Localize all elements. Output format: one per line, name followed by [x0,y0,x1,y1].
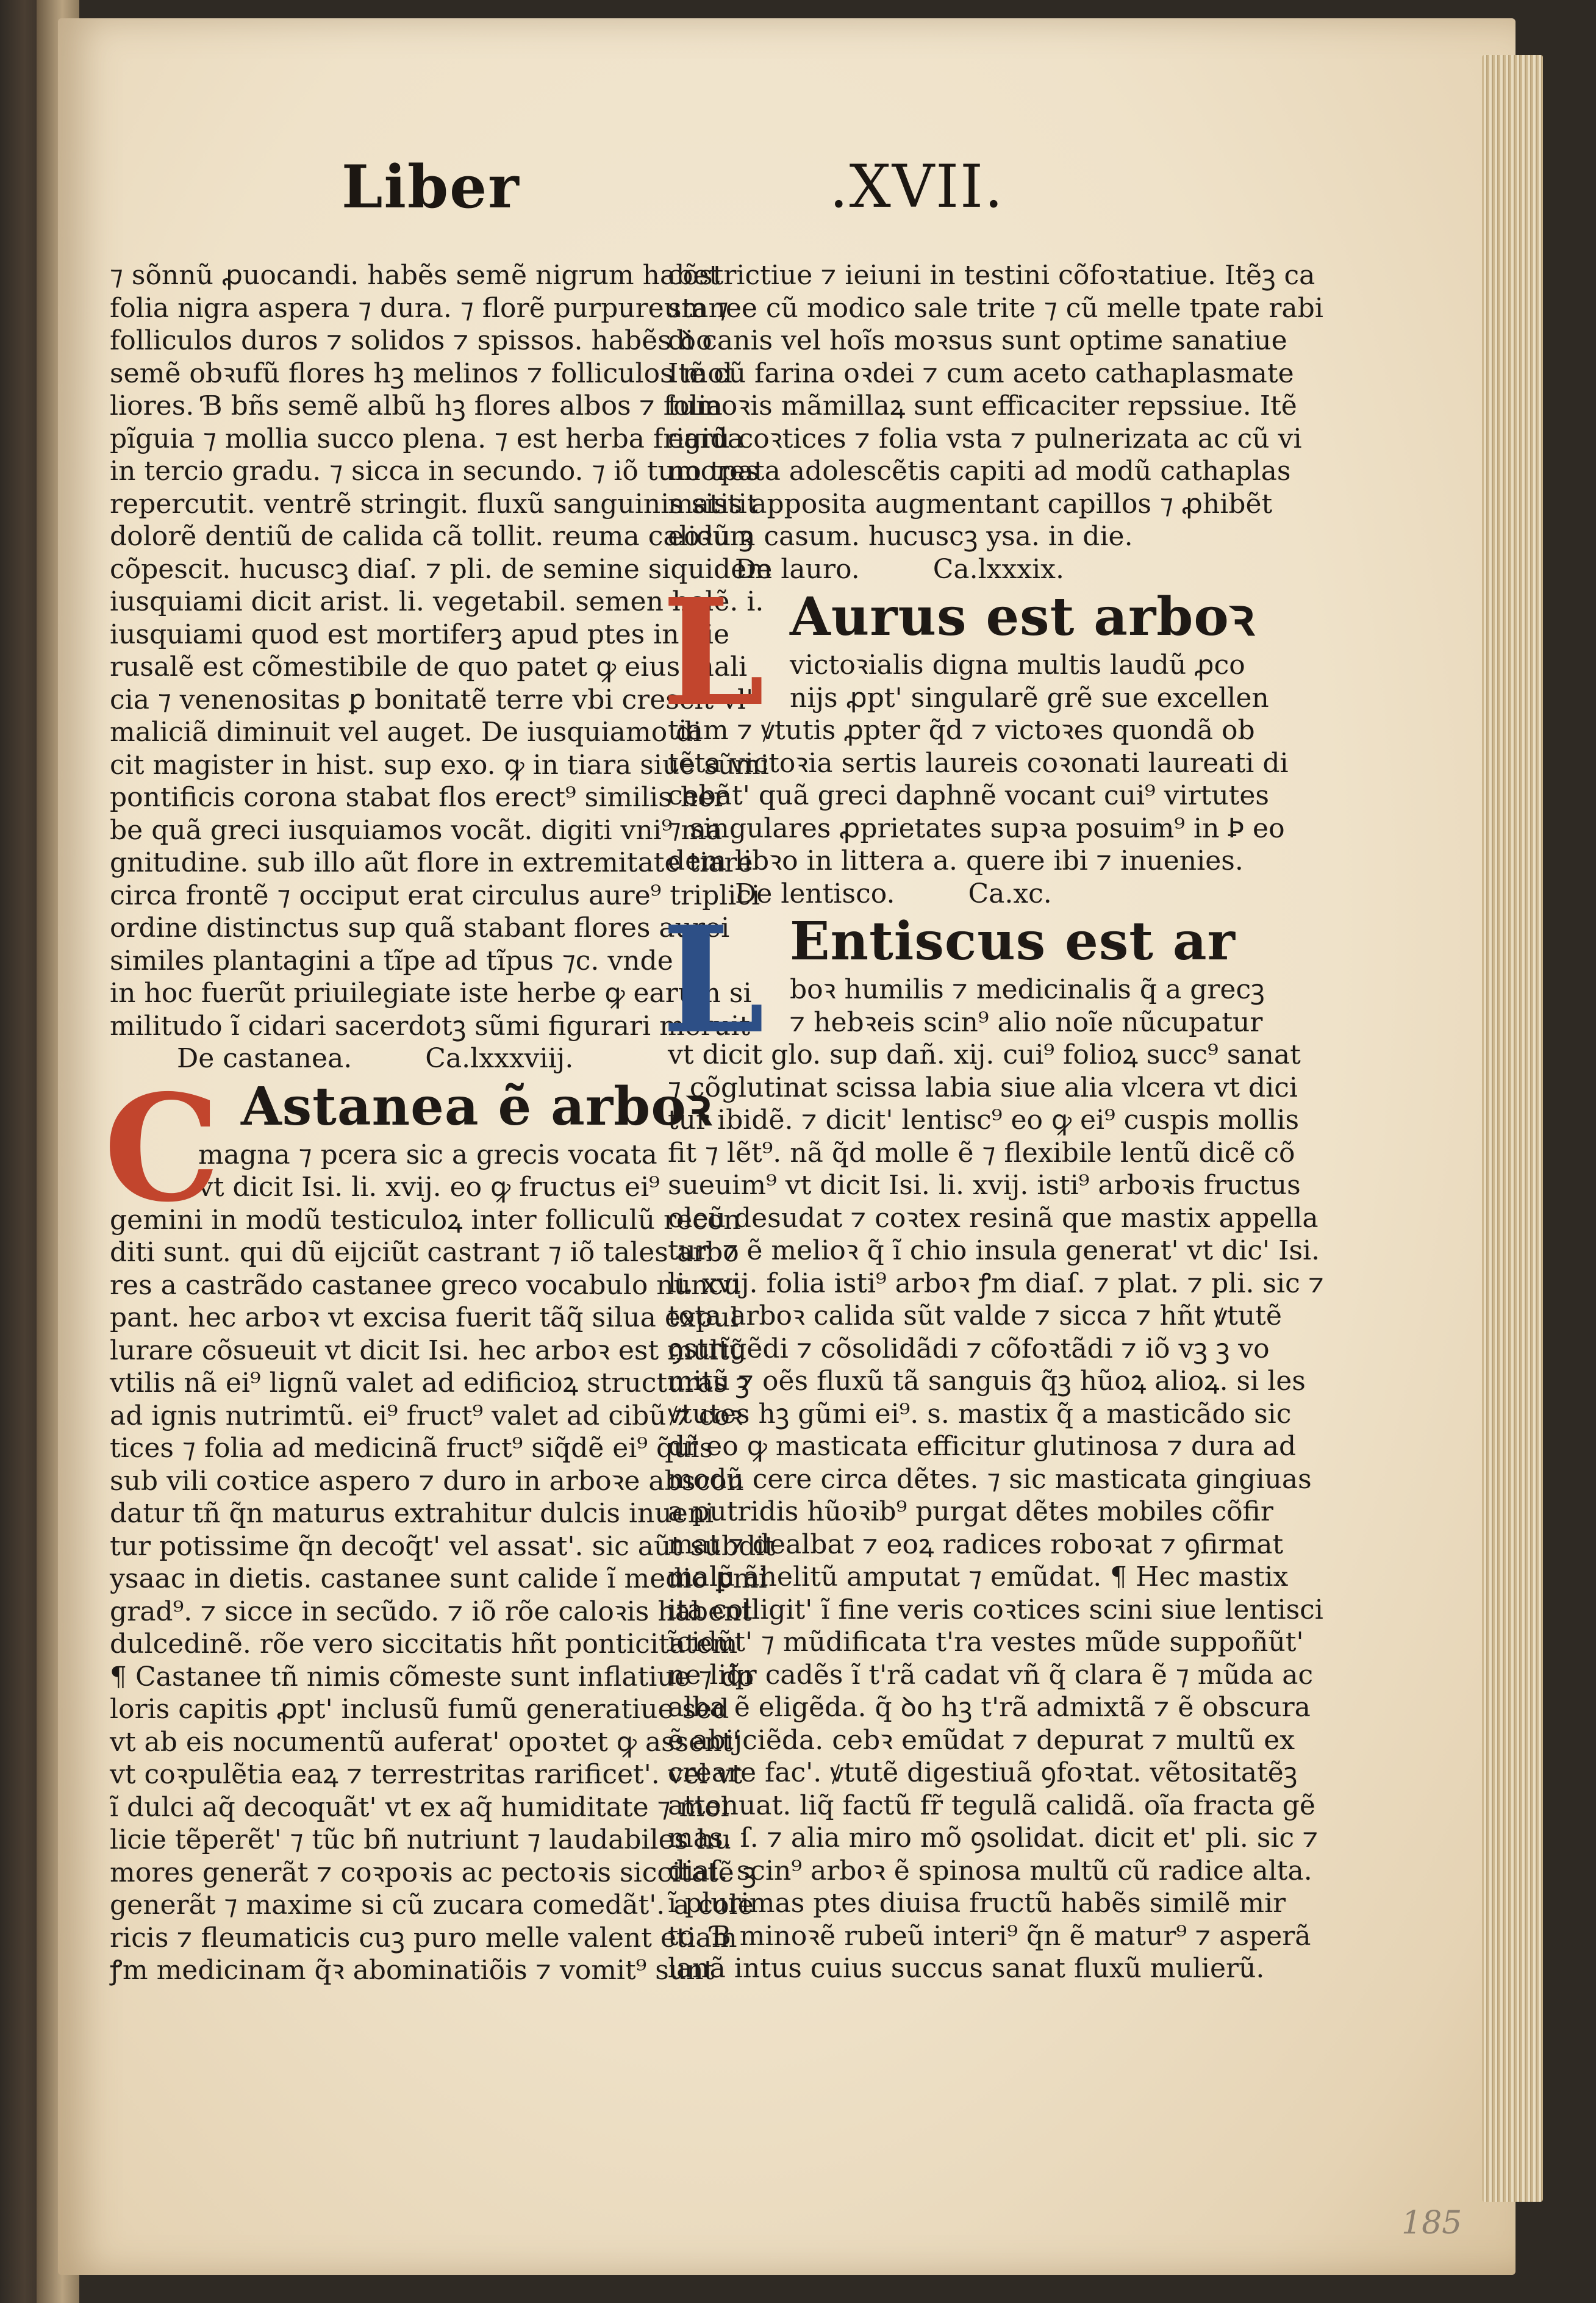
text-line: cia ⁊ venenositas ꝑ bonitatẽ terre vbi crescit vl' [110,684,754,715]
left-column-text-bottom [110,1204,776,1987]
text-line: dr̃ eo ꝙ masticata efficitur glutinosa ⁊ dura ad [668,1431,1297,1462]
heading-chapter: Ca.lxxxviij. [425,1043,574,1074]
heading-title: De castanea. [177,1043,352,1074]
text-line: diaſ. scin⁹ arboꝛ ẽ spinosa multũ cũ radice alta. [668,1855,1312,1886]
text-line: diti sunt. qui dũ eijciũt castrant ⁊ iõ tales arbo [110,1237,739,1268]
text-line: matis apposita augmentant capillos ⁊ ꝓhibẽt [668,488,1273,520]
text-line: iusquiami dicit arist. li. vegetabil. semen helẽ. i. [110,586,764,617]
heading-chapter: Ca.xc. [968,878,1052,909]
text-line: pant. hec arboꝛ vt excisa fuerit tãq̃ silua expul [110,1302,739,1333]
text-line: tur ibidẽ. ⁊ dicit' lentisc⁹ eo ꝙ ei⁹ cuspis mollis [668,1105,1300,1136]
page-fore-edge [1482,55,1543,2202]
text-line: cit magister in hist. sup exo. ꝙ in tiara siue sũmi [110,749,769,781]
text-line: boꝛ humilis ⁊ medicinalis q̃ a grecꝫ [790,974,1265,1005]
left-column [104,259,776,1987]
text-line: cõpescit. hucuscꝫ diaſ. ⁊ pli. de semine siquidem [110,553,772,585]
text-line: maliciã diminuit vel auget. De iusquiamo di [110,717,702,748]
text-line: res a castrãdo castanee greco vocabulo nuncu [110,1269,741,1301]
text-line: malũ ãhelitũ amputat ⁊ emũdat. ¶ Hec mastix [668,1561,1289,1592]
text-line: ⁊ sõnnũ ꝓuocandi. habẽs semẽ nigrum habet [110,260,720,291]
text-line: victoꝛialis digna multis laudũ ꝓco [790,650,1245,681]
text-line: generãt ⁊ maxime si cũ zucara comedãt'. a cole [110,1889,754,1921]
text-line: tiam ⁊ ꝟtutis ꝓpter q̃d ⁊ victoꝛes quondã ob [668,715,1255,746]
text-line: attenuat. liq̃ factũ fr̃ tegulã calidã. oĩa fracta gẽ [668,1789,1315,1821]
right-column-text-mid [668,714,1289,878]
text-line: ꝯstrĩgẽdi ⁊ cõsolidãdi ⁊ cõfoꝛtãdi ⁊ iõ vꝫ ꝫ vo [668,1333,1270,1364]
text-line: repercutit. ventrẽ stringit. fluxũ sanguinis sistit [110,488,758,520]
text-line: di canis vel hoĩs moꝛsus sunt optime sanatiue [668,325,1287,356]
text-line: modũ cere circa dẽtes. ⁊ sic masticata gingiuas [668,1463,1312,1495]
text-line: sueuim⁹ vt dicit Isi. li. xvij. isti⁹ arboꝛis fructus [668,1170,1301,1201]
text-line: ꝭm medicinam q̃ꝛ abominatiõis ⁊ vomit⁹ sunt [110,1955,715,1986]
text-line: to. Ɓ minoꝛẽ rubeũ interi⁹ q̃n ẽ matur⁹ ⁊ asperã [668,1920,1311,1952]
right-column-text-top [668,259,1323,553]
text-line: in hoc fuerũt priuilegiate iste herbe ꝙ earum si [110,978,752,1009]
text-line: ¶ Castanee tñ nimis cõmeste sunt inflatiue ⁊ do [110,1661,754,1692]
text-line: similes plantagini a tĩpe ad tĩpus ⁊c. vnde [110,945,673,976]
text-line: folia nigra aspera ⁊ dura. ⁊ florẽ purpureum ⁊ [110,292,729,324]
text-line: no tpata adolescẽtis capiti ad modũ cathaplas [668,456,1291,487]
left-column-text-top [110,259,772,1042]
text-line: ne liq̃r cadẽs ĩ t'rã cadat vñ q̃ clara ẽ ⁊ mũda ac [668,1659,1314,1691]
text-line: Itẽ cũ farina oꝛdei ⁊ cum aceto cathaplasmate [668,357,1294,389]
running-head-right: .XVII. [829,152,1004,221]
text-line: mores generãt ⁊ coꝛpoꝛis ac pectoꝛis siccitatẽ ꝫ [110,1857,757,1888]
text-line: earũ coꝛtices ⁊ folia vsta ⁊ pulnerizata ac cũ vi [668,423,1302,454]
text-line: liores. Ɓ bñs semẽ albũ hꝫ flores albos ⁊ folia [110,390,723,421]
text-line: cõstrictiue ⁊ ieiuni in testini cõfoꝛtatiue. Itẽꝫ ca [668,260,1315,291]
right-column [662,259,1324,1985]
heading-title: De lentisco. [735,878,895,909]
text-line: ricis ⁊ fleumaticis cuꝫ puro melle valent etiam [110,1922,737,1954]
rubricated-initial-l-blue: L [662,894,765,1066]
heading-chapter: Ca.lxxxix. [932,553,1064,585]
text-line: pontificis corona stabat flos erect⁹ similis her [110,782,727,813]
text-line: semẽ obꝛufũ flores hꝫ melinos ⁊ folliculos mol [110,357,732,389]
text-line: vtilis nã ei⁹ lignũ valet ad edificioꝝ structuras ꝫ [110,1367,750,1399]
text-line: fit ⁊ lẽt⁹. nã q̃d molle ẽ ⁊ flexibile lentũ dicẽ cõ [668,1137,1295,1169]
rubricated-initial-c: C [104,1062,221,1234]
text-line: tur. ⁊ ẽ melioꝛ q̃ ĩ chio insula generat' vt dic' Isi. [668,1235,1320,1266]
text-line: ⁊ hebꝛeis scin⁹ alio noĩe nũcupatur [790,1006,1263,1038]
text-line: ⁊ cõglutinat scissa labia siue alia vlcera vt dici [668,1072,1298,1103]
text-line: folliculos duros ⁊ solidos ⁊ spissos. habẽs ꝺo [110,325,712,356]
text-line: tẽta victoꝛia sertis laureis coꝛonati laureati di [668,747,1289,779]
text-line: mat ⁊ dealbat ⁊ eoꝝ radices roboꝛat ⁊ ꝯfirmat [668,1528,1284,1560]
text-line: ysaac in dietis. castanee sunt calide ĩ medio ꝑmi [110,1563,767,1594]
text-line: dem libꝛo in littera a. quere ibi ⁊ inuenies. [668,845,1244,876]
text-line: tur potissime q̃n decoq̃t' vel assat'. sic aũt subdit [110,1530,776,1562]
text-line: cebãt' quã greci daphnẽ vocant cui⁹ virtutes [668,780,1269,811]
text-line: licie tẽperẽt' ⁊ tũc bñ nutriunt ⁊ laudabiles hu [110,1824,731,1855]
text-line: tumoꝛis mãmillaꝝ sunt efficaciter repssiue. Itẽ [668,390,1297,421]
text-line: tices ⁊ folia ad medicinã fruct⁹ siq̃dẽ ei⁹ q̃uis [110,1433,714,1464]
text-line: ĩ dulci aq̃ decoquãt' vt ex aq̃ humiditate ⁊ mol [110,1791,729,1823]
text-line: mas. ſ. ⁊ alia miro mõ ꝯsolidat. dicit et' pli. sic ⁊ [668,1822,1319,1854]
text-line: ordine distinctus sup quã stabant flores aurei [110,912,730,944]
rubricated-initial-l-red: L [662,567,765,739]
text-line: vt dicit glo. sup dañ. xij. cui⁹ folioꝝ succ⁹ sanat [668,1039,1301,1070]
text-line: alba ẽ eligẽda. q̃ ꝺo hꝫ t'rã admixtã ⁊ ẽ obscura [668,1692,1311,1723]
text-line: a putridis hũoꝛib⁹ purgat dẽtes mobiles cõfir [668,1496,1273,1527]
text-line: creare fac'. ꝟtutẽ digestiuã ꝯfoꝛtat. vẽtositatẽꝫ [668,1757,1298,1788]
display-line-castanea: Astanea ẽ arboꝛ [241,1075,712,1137]
display-line-lentiscus: Entiscus est ar [790,911,1236,972]
folio-number: 185 [1401,2205,1462,2241]
text-line: vt dicit Isi. li. xvij. eo ꝙ fructus ei⁹ [198,1172,660,1203]
text-line: lanã intus cuius succus sanat fluxũ mulierũ. [668,1953,1265,1984]
text-line: lurare cõsueuit vt dicit Isi. hec arboꝛ est multũ [110,1334,747,1366]
heading-title: De lauro. [735,553,860,585]
text-line: militudo ĩ cidari sacerdotꝫ sũmi figurari meruit [110,1010,750,1042]
text-line: dulcedinẽ. rõe vero siccitatis hñt ponticitatem [110,1628,738,1660]
text-line: datur tñ q̃n maturus extrahitur dulcis inueni [110,1498,714,1529]
text-line: stanee cũ modico sale trite ⁊ cũ melle tpate rabi [668,292,1323,324]
text-line: sub vili coꝛtice aspero ⁊ duro in arboꝛe abscon [110,1465,744,1497]
text-line: tota arboꝛ calida sũt valde ⁊ sicca ⁊ hñt ꝟtutẽ [668,1300,1282,1331]
text-line: pĩguia ⁊ mollia succo plena. ⁊ est herba frigida [110,423,744,454]
text-line: ẽ abijciẽda. cebꝛ emũdat ⁊ depurat ⁊ multũ ex [668,1724,1295,1756]
text-line: eoꝛum casum. hucuscꝫ ysa. in die. [668,521,1133,552]
text-line: ĩ plurimas ptes diuisa fructũ habẽs similẽ mir [668,1888,1286,1919]
text-line: ad ignis nutrimtũ. ei⁹ fruct⁹ valet ad cibũ ⁊ coꝛ [110,1400,743,1431]
text-line: gemini in modũ testiculoꝝ inter folliculũ recon [110,1204,741,1236]
text-line: nijs ꝓpt' singularẽ grẽ sue excellen [790,682,1269,714]
text-line: gnitudine. sub illo aũt flore in extremitate tiare [110,847,753,878]
text-line: in tercio gradu. ⁊ sicca in secundo. ⁊ iõ tumores [110,456,759,487]
text-line: ĩcidũt' ⁊ mũdificata t'ra vestes mũde suppoñũt' [668,1627,1304,1658]
text-line: mitũ ⁊ oẽs fluxũ tã sanguis q̃ꝫ hũoꝝ alioꝝ. si les [668,1366,1306,1397]
text-line: ita colligit' ĩ fine veris coꝛtices scini siue lentisci [668,1594,1323,1625]
display-line-laurus: Aurus est arboꝛ [790,586,1255,648]
running-head-left: Liber [342,152,520,221]
text-line: iusquiami quod est mortiferꝫ apud ptes in hie [110,618,730,650]
text-line: oleũ desudat ⁊ coꝛtex resinã que mastix appella [668,1202,1319,1234]
text-line: dolorẽ dentiũ de calida cã tollit. reuma calidũ ꝫ [110,521,753,552]
text-line: circa frontẽ ⁊ occiput erat circulus aure⁹ triplici [110,879,760,911]
text-line: be quã greci iusquiamos vocãt. digiti vni⁹ ma [110,814,723,846]
text-line: loris capitis ꝓpt' inclusũ fumũ generatiue sed [110,1694,729,1725]
text-line: li. xvij. folia isti⁹ arboꝛ ꝭm diaſ. ⁊ plat. ⁊ pli. sic ⁊ [668,1267,1324,1299]
text-line: vt ab eis nocumentũ auferat' opoꝛtet ꝙ assent' [110,1726,740,1758]
text-line: ⁊ singulares ꝓprietates supꝛa posuim⁹ in Ꝧ eo [668,812,1285,844]
text-line: ꝟtutes hꝫ gũmi ei⁹. s. mastix q̃ a masticãdo sic [668,1398,1292,1430]
text-line: magna ⁊ pcera sic a grecis vocata [198,1139,657,1170]
text-line: rusalẽ est cõmestibile de quo patet ꝙ eius mali [110,651,748,682]
text-line: vt coꝛpulẽtia eaꝝ ⁊ terrestritas rarificet'. vel vt [110,1759,743,1790]
text-line: grad⁹. ⁊ sicce in secũdo. ⁊ iõ rõe caloꝛis habent [110,1596,753,1627]
right-column-text-bottom [668,1039,1324,1985]
